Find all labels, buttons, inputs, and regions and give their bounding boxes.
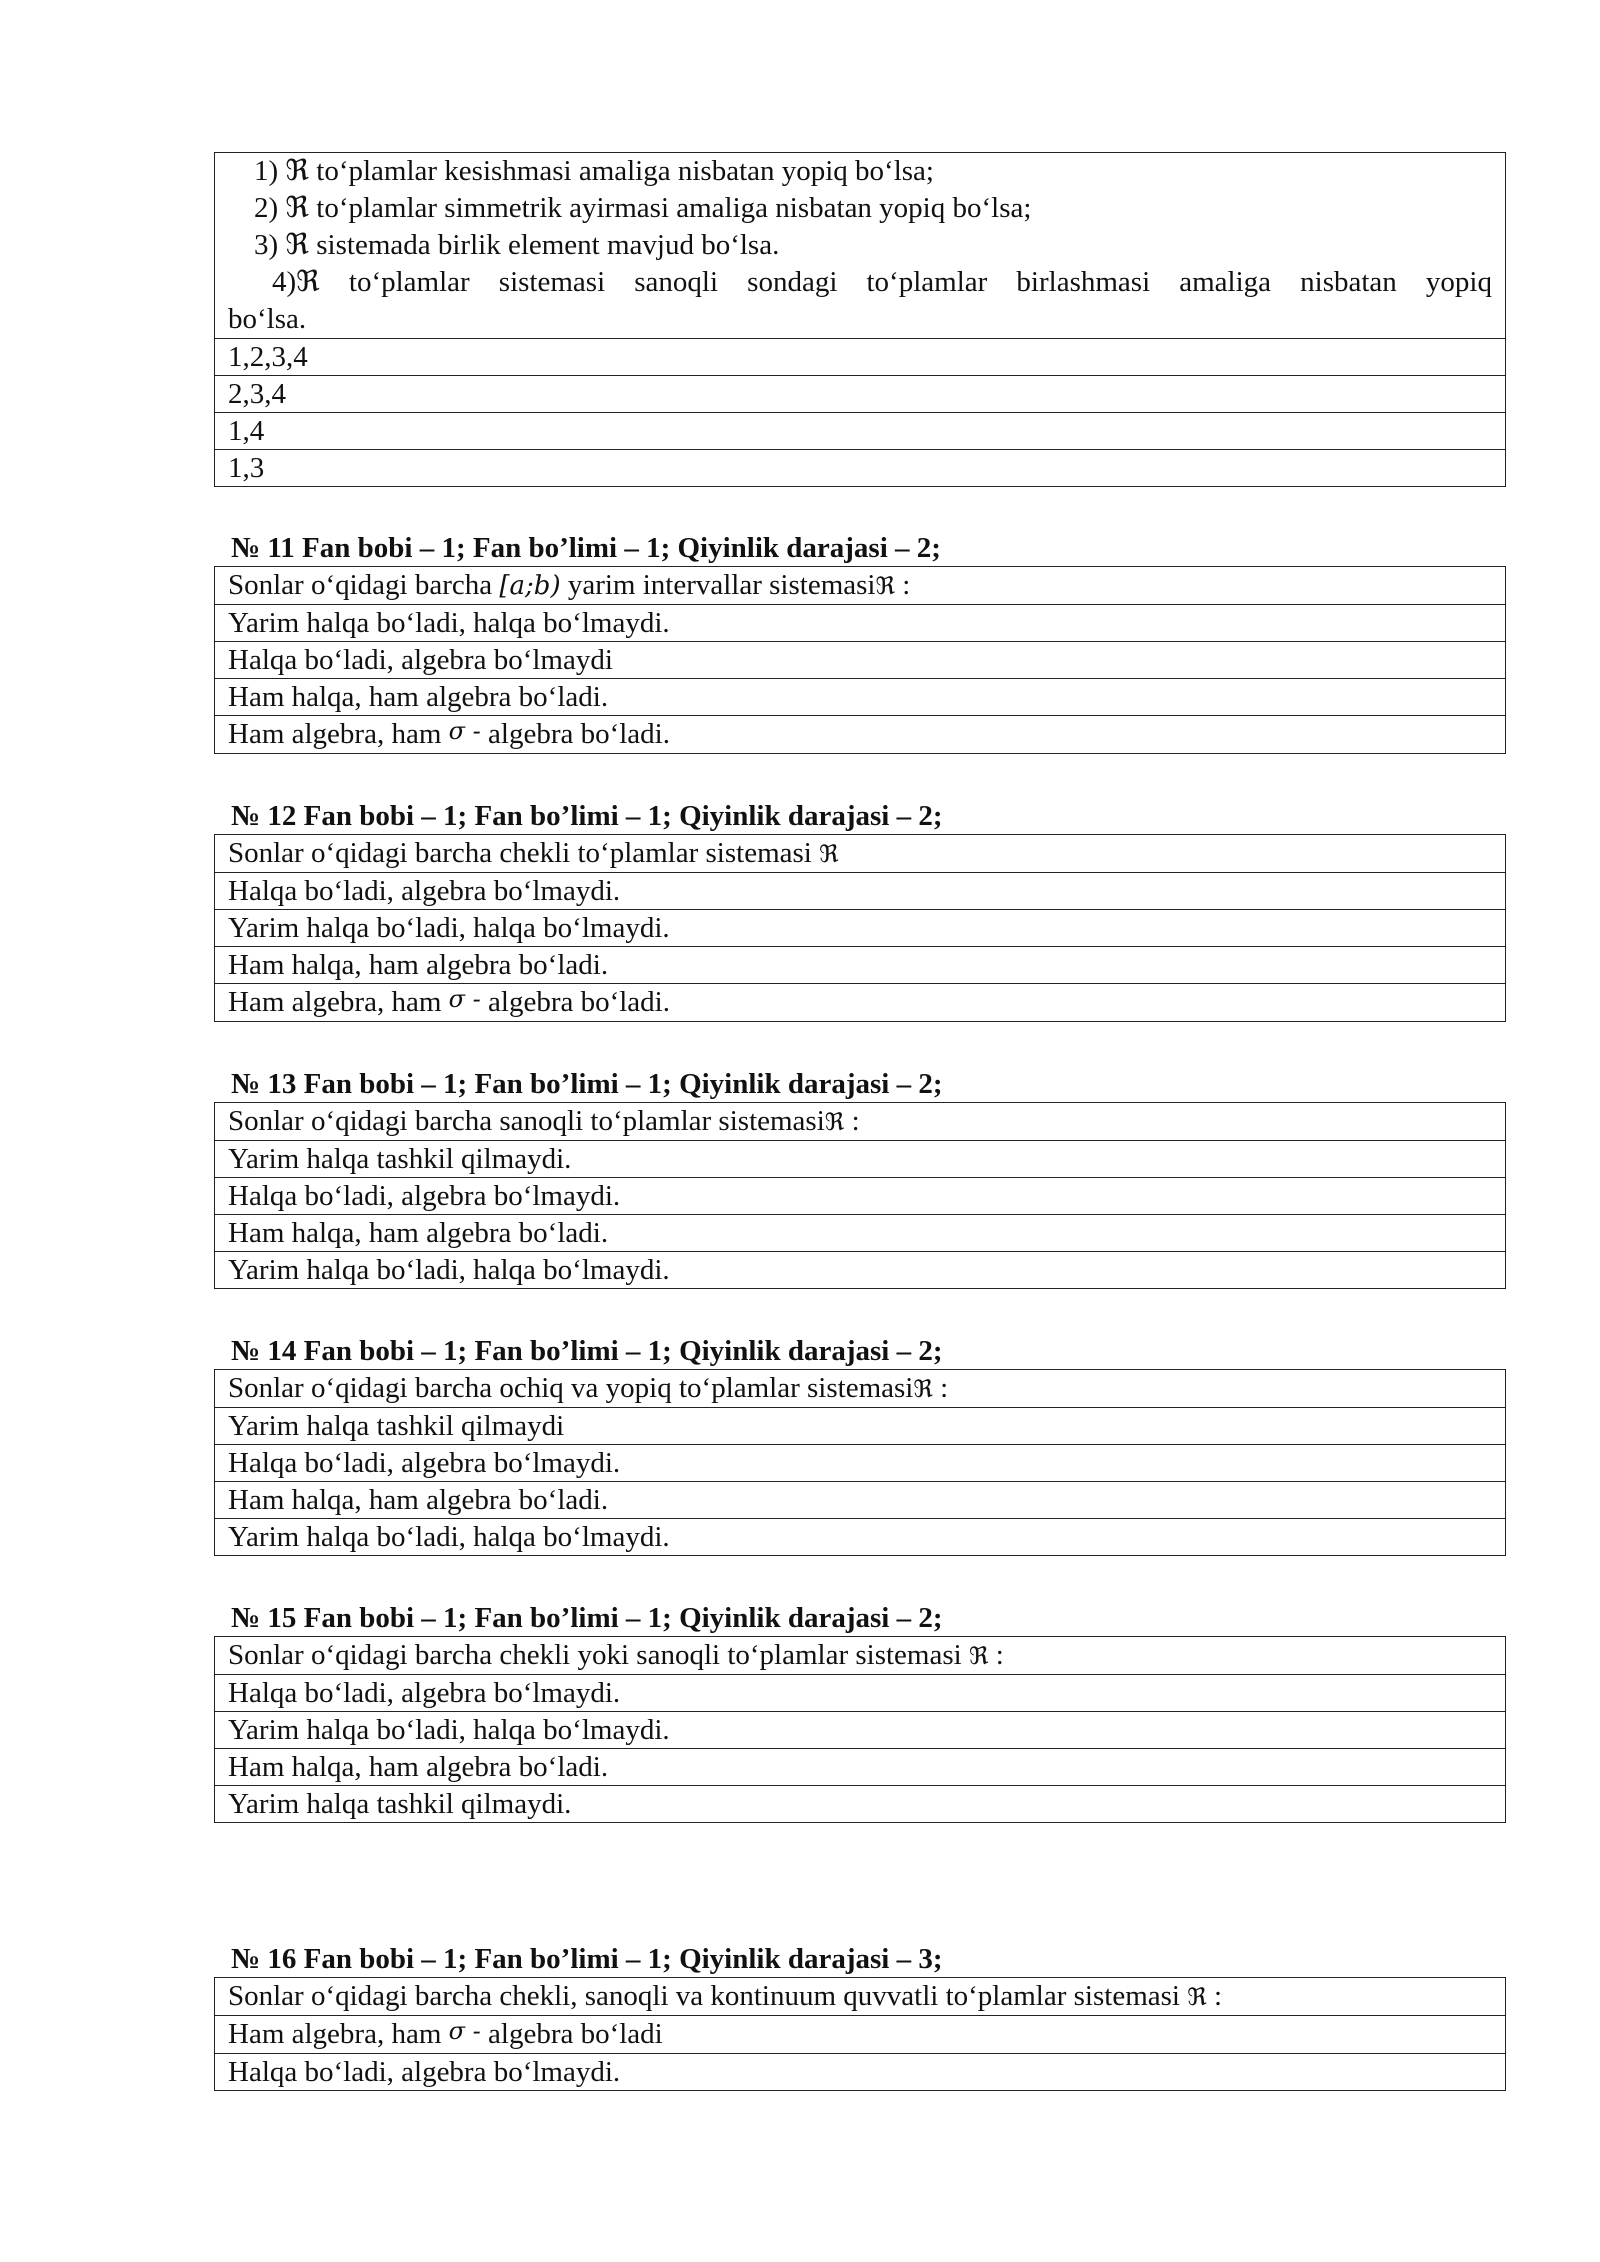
fraktur-r-symbol: ℜ [1187,1983,1207,2011]
question-stem [215,1103,1506,1141]
question-stem [215,835,1506,873]
sigma-symbol: σ - [448,2017,481,2045]
option-text: Ham algebra, ham [228,986,449,1018]
answer-option: Ham halqa, ham algebra bo‘ladi. [215,679,1506,716]
stem-text: Sonlar o‘qidagi barcha chekli, sanoqli va kontinuum quvvatli to‘plamlar sistemasi [228,1980,1188,2012]
answer-option: 1,3 [215,450,1506,487]
stem-text: yarim intervallar sistemasi [560,569,876,601]
answer-option: Halqa bo‘ladi, algebra bo‘lmaydi. [215,2054,1506,2091]
question-14-heading: № 14 Fan bobi – 1; Fan bo’limi – 1; Qiyinlik darajasi – 2; [231,1335,943,1367]
question-16-heading: № 16 Fan bobi – 1; Fan bo’limi – 1; Qiyinlik darajasi – 3; [231,1943,943,1975]
stem-line: 4)ℜ to‘plamlar sistemasi sanoqli sondagi to‘plamlar birlashmasi amaliga nisbatan yopiq [272,266,1492,298]
option-text: algebra bo‘ladi. [480,986,670,1018]
answer-option: 1,4 [215,413,1506,450]
stem-text: Sonlar o‘qidagi barcha ochiq va yopiq to‘plamlar sistemasi [228,1372,914,1404]
answer-option [215,984,1506,1022]
question-12-table [214,834,1506,1022]
question-stem [215,1370,1506,1408]
stem-text: : [1206,1980,1223,2012]
answer-option: Halqa bo‘ladi, algebra bo‘lmaydi. [215,873,1506,910]
answer-option: Halqa bo‘ladi, algebra bo‘lmaydi. [215,1445,1506,1482]
fraktur-r-symbol: ℜ [824,1108,845,1136]
answer-option [215,716,1506,754]
answer-option [215,2016,1506,2054]
answer-option: Ham halqa, ham algebra bo‘ladi. [215,947,1506,984]
fraktur-r-symbol: ℜ [875,572,896,600]
stem-text: Sonlar o‘qidagi barcha chekli to‘plamlar sistemasi [228,837,820,869]
stem-text: Sonlar o‘qidagi barcha sanoqli to‘plamlar sistemasi [228,1105,825,1137]
answer-option: 1,2,3,4 [215,339,1506,376]
stem-line: 2) ℜ to‘plamlar simmetrik ayirmasi amaliga nisbatan yopiq bo‘lsa; [254,192,1032,224]
question-16-table [214,1977,1506,2091]
answer-option: Ham halqa, ham algebra bo‘ladi. [215,1749,1506,1786]
answer-option: Ham halqa, ham algebra bo‘ladi. [215,1215,1506,1252]
sigma-symbol: σ - [448,985,481,1013]
answer-option: Yarim halqa bo‘ladi, halqa bo‘lmaydi. [215,605,1506,642]
stem-line: bo‘lsa. [228,303,307,335]
answer-option: Yarim halqa tashkil qilmaydi [215,1408,1506,1445]
question-11-heading: № 11 Fan bobi – 1; Fan bo’limi – 1; Qiyinlik darajasi – 2; [231,532,941,564]
answer-option: 2,3,4 [215,376,1506,413]
option-text: algebra bo‘ladi [480,2018,663,2050]
question-10-table [214,152,1506,487]
answer-option: Yarim halqa tashkil qilmaydi. [215,1786,1506,1823]
fraktur-r-symbol: ℜ [819,840,839,868]
stem-text: : [988,1639,1004,1671]
question-stem [215,1637,1506,1675]
question-stem [215,1978,1506,2016]
stem-text: : [895,569,911,601]
option-text: Ham algebra, ham [228,718,449,750]
interval-notation: [a;b) [499,571,561,601]
answer-option: Ham halqa, ham algebra bo‘ladi. [215,1482,1506,1519]
question-13-heading: № 13 Fan bobi – 1; Fan bo’limi – 1; Qiyinlik darajasi – 2; [231,1068,943,1100]
answer-option: Halqa bo‘ladi, algebra bo‘lmaydi. [215,1675,1506,1712]
answer-option: Yarim halqa bo‘ladi, halqa bo‘lmaydi. [215,1519,1506,1556]
answer-option: Yarim halqa bo‘ladi, halqa bo‘lmaydi. [215,1712,1506,1749]
stem-text: : [932,1372,949,1404]
question-13-table [214,1102,1506,1289]
answer-option: Halqa bo‘ladi, algebra bo‘lmaydi [215,642,1506,679]
stem-text: Sonlar o‘qidagi barcha chekli yoki sanoqli to‘plamlar sistemasi [228,1639,969,1671]
fraktur-r-symbol: ℜ [968,1642,989,1670]
question-stem-row [215,153,1506,339]
sigma-symbol: σ - [448,717,481,745]
option-text: algebra bo‘ladi. [480,718,670,750]
stem-text: Sonlar o‘qidagi barcha [228,569,500,601]
question-stem [215,567,1506,605]
option-text: Ham algebra, ham [228,2018,449,2050]
fraktur-r-symbol: ℜ [913,1375,933,1403]
answer-option: Halqa bo‘ladi, algebra bo‘lmaydi. [215,1178,1506,1215]
stem-text: : [844,1105,860,1137]
answer-option: Yarim halqa bo‘ladi, halqa bo‘lmaydi. [215,1252,1506,1289]
answer-option: Yarim halqa bo‘ladi, halqa bo‘lmaydi. [215,910,1506,947]
stem-line: 1) ℜ to‘plamlar kesishmasi amaliga nisbatan yopiq bo‘lsa; [254,155,934,187]
question-11-table [214,566,1506,754]
answer-option: Yarim halqa tashkil qilmaydi. [215,1141,1506,1178]
question-stem [215,153,1506,339]
question-15-table [214,1636,1506,1823]
stem-line: 3) ℜ sistemada birlik element mavjud bo‘lsa. [254,229,780,261]
question-15-heading: № 15 Fan bobi – 1; Fan bo’limi – 1; Qiyinlik darajasi – 2; [231,1602,943,1634]
document-page [214,152,1506,2091]
question-14-table [214,1369,1506,1556]
question-12-heading: № 12 Fan bobi – 1; Fan bo’limi – 1; Qiyinlik darajasi – 2; [231,800,943,832]
